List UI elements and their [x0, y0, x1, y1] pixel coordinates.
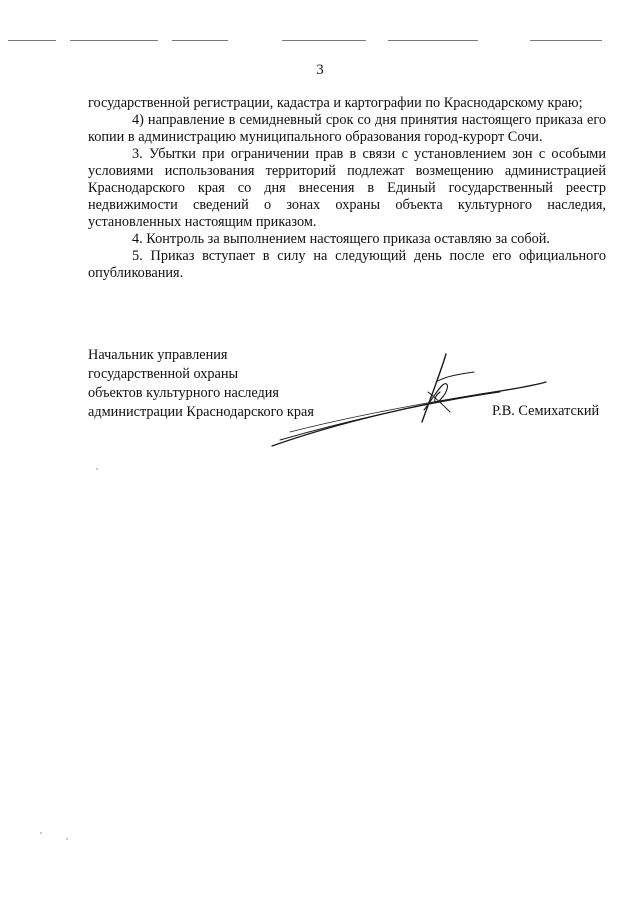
handwritten-signature — [250, 352, 550, 452]
scan-artifact-line — [530, 40, 602, 41]
paragraph-5-effective-date: 5. Приказ вступает в силу на следующий день после его официального опубликования. — [88, 248, 606, 281]
scan-artifact-line — [70, 40, 158, 41]
position-line: государственной охраны — [88, 366, 239, 382]
scan-speck — [40, 832, 42, 834]
paragraph-3-losses-compensation: 3. Убытки при ограничении прав в связи с установлением зон с особыми условиями использования территорий подлежат возмещению администрацией Краснодарского края со дня внесения в Единый государственный реестр недвижимости сведений о зонах охраны объекта культурного наследия, установленных настоящим приказом. — [88, 146, 606, 230]
position-line: объектов культурного наследия — [88, 385, 279, 401]
scan-artifact-line — [388, 40, 478, 41]
position-line: Начальник управления — [88, 347, 228, 363]
paragraph-registration-continuation: государственной регистрации, кадастра и картографии по Краснодарскому краю; — [88, 95, 583, 111]
paragraph-4-control: 4. Контроль за выполнением настоящего приказа оставляю за собой. — [132, 231, 551, 247]
scan-artifact-line — [172, 40, 228, 41]
signatory-name: Р.В. Семихатский — [492, 403, 600, 419]
page-number: 3 — [316, 62, 324, 78]
scan-artifact-line — [282, 40, 366, 41]
scan-speck — [66, 838, 68, 840]
position-line: администрации Краснодарского края — [88, 404, 314, 420]
scan-speck — [96, 468, 98, 470]
scan-artifact-line — [8, 40, 56, 41]
paragraph-item-4-sending-copy: 4) направление в семидневный срок со дня принятия настоящего приказа его копии в администрацию муниципального образования город-курорт Сочи. — [88, 112, 606, 145]
document-body — [88, 95, 606, 282]
